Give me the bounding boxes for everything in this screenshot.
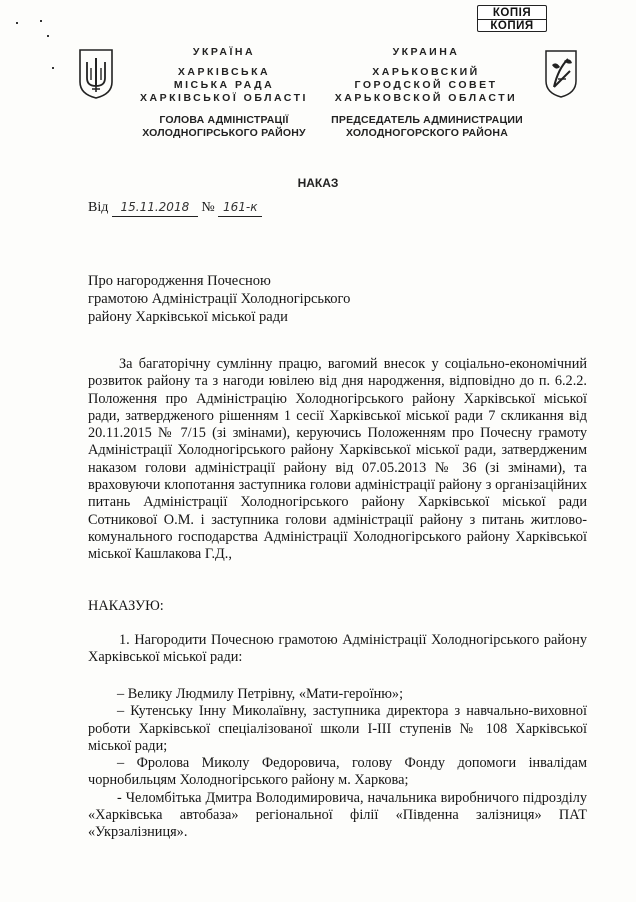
kharkiv-coat-of-arms-icon (544, 49, 578, 99)
header-right-council-2: ГОРОДСКОЙ СОВЕТ (354, 79, 498, 91)
header-right (326, 46, 526, 105)
header-left-council-1: ХАРКІВСЬКА (177, 66, 271, 78)
awardee-item: – Фролова Миколу Федоровича, голову Фонду допомоги інвалідам чорнобильцям Холодногірського району м. Харкова; (88, 755, 587, 789)
header-left-head-2: ХОЛОДНОГІРСЬКОГО РАЙОНУ (142, 127, 306, 139)
subject-line-2: грамотою Адміністрації Холодногірського (88, 291, 351, 307)
awardee-item: – Кутенську Інну Миколаївну, заступника директора з навчально-виховної роботи Харківської спеціалізованої школи І-ІІІ ступенів № 108 Харківської міської ради; (88, 703, 587, 754)
scan-speck (52, 67, 54, 69)
header-left (124, 46, 324, 105)
stamp-line-russian: КОПИЯ (490, 20, 534, 32)
scan-speck (16, 22, 18, 24)
trident-coat-of-arms-icon (78, 48, 114, 100)
preamble-paragraph: За багаторічну сумлінну працю, вагомий внесок у соціально-економічний розвиток району та з нагоди ювілею від дня народження, відповідно до п. 6.2.2. Положення про Адміністрацію Холодногірського району Харківської міської ради, затвердженого рішенням 1 сесії Харківської міської ради 7 скликання від 20.11.2015 № 7/15 (зі змінами), керуючись Положенням про Почесну грамоту Адміністрації Холодногірського району Харківської міської ради, затвердженим наказом голови адміністрації району від 07.05.2013 № 36 (зі змінами), та враховуючи клопотання заступника голови адміністрації району з організаційних питань Адміністрації Холодногірського району Харківської міської ради Сотникової О.М. і заступника голови адміністрації району з питань житлово-комунального господарства Адміністрації Холодногірського району Харківської міської Кашлакова Г.Д., (88, 356, 587, 563)
date-number-line (88, 200, 262, 217)
header-right-head-2: ХОЛОДНОГОРСКОГО РАЙОНА (346, 127, 508, 139)
header-left-council-3: ХАРКІВСЬКОЇ ОБЛАСТІ (140, 92, 308, 104)
number-label: № (201, 200, 215, 215)
header-left-council-2: МІСЬКА РАДА (173, 79, 275, 91)
scan-speck (40, 20, 42, 22)
header-left-head-1: ГОЛОВА АДМІНІСТРАЦІЇ (159, 114, 289, 126)
order-word: НАКАЗУЮ: (88, 598, 164, 614)
document-title: НАКАЗ (297, 176, 339, 190)
order-subject (88, 272, 388, 326)
date-value: 15.11.2018 (120, 200, 190, 214)
copy-stamp (477, 5, 547, 32)
header-right-head (316, 114, 538, 140)
date-prefix: Від (88, 200, 109, 215)
scan-speck (47, 35, 49, 37)
awardee-item: - Челомбітька Дмитра Володимировича, начальника виробничого підрозділу «Харківська автобаза» регіональної філії «Південна залізниця» ПАТ «Укрзалізниця». (88, 789, 587, 841)
number-value: 161-к (222, 200, 258, 214)
header-right-council-3: ХАРЬКОВСКОЙ ОБЛАСТИ (334, 92, 518, 104)
stamp-line-ukrainian: КОПІЯ (478, 7, 546, 20)
header-left-head (124, 114, 324, 140)
preamble-block (88, 356, 587, 564)
point-1-text: 1. Нагородити Почесною грамотою Адміністрації Холодногірського району Харківської міської ради: (88, 632, 587, 666)
handwritten-number (218, 200, 262, 217)
header-left-country: УКРАЇНА (192, 46, 256, 58)
header-right-head-1: ПРЕДСЕДАТЕЛЬ АДМИНИСТРАЦИИ (331, 114, 523, 126)
header-right-council-1: ХАРЬКОВСКИЙ (372, 66, 480, 78)
handwritten-date (112, 200, 198, 217)
awardee-item: – Велику Людмилу Петрівну, «Мати-героїню»; (117, 686, 404, 702)
subject-line-3: району Харківської міської ради (88, 309, 288, 325)
awardees-list (88, 686, 587, 842)
subject-line-1: Про нагородження Почесною (88, 273, 271, 289)
header-right-country: УКРАИНА (392, 46, 460, 58)
point-1-block (88, 632, 587, 667)
order-word-block (88, 598, 587, 615)
